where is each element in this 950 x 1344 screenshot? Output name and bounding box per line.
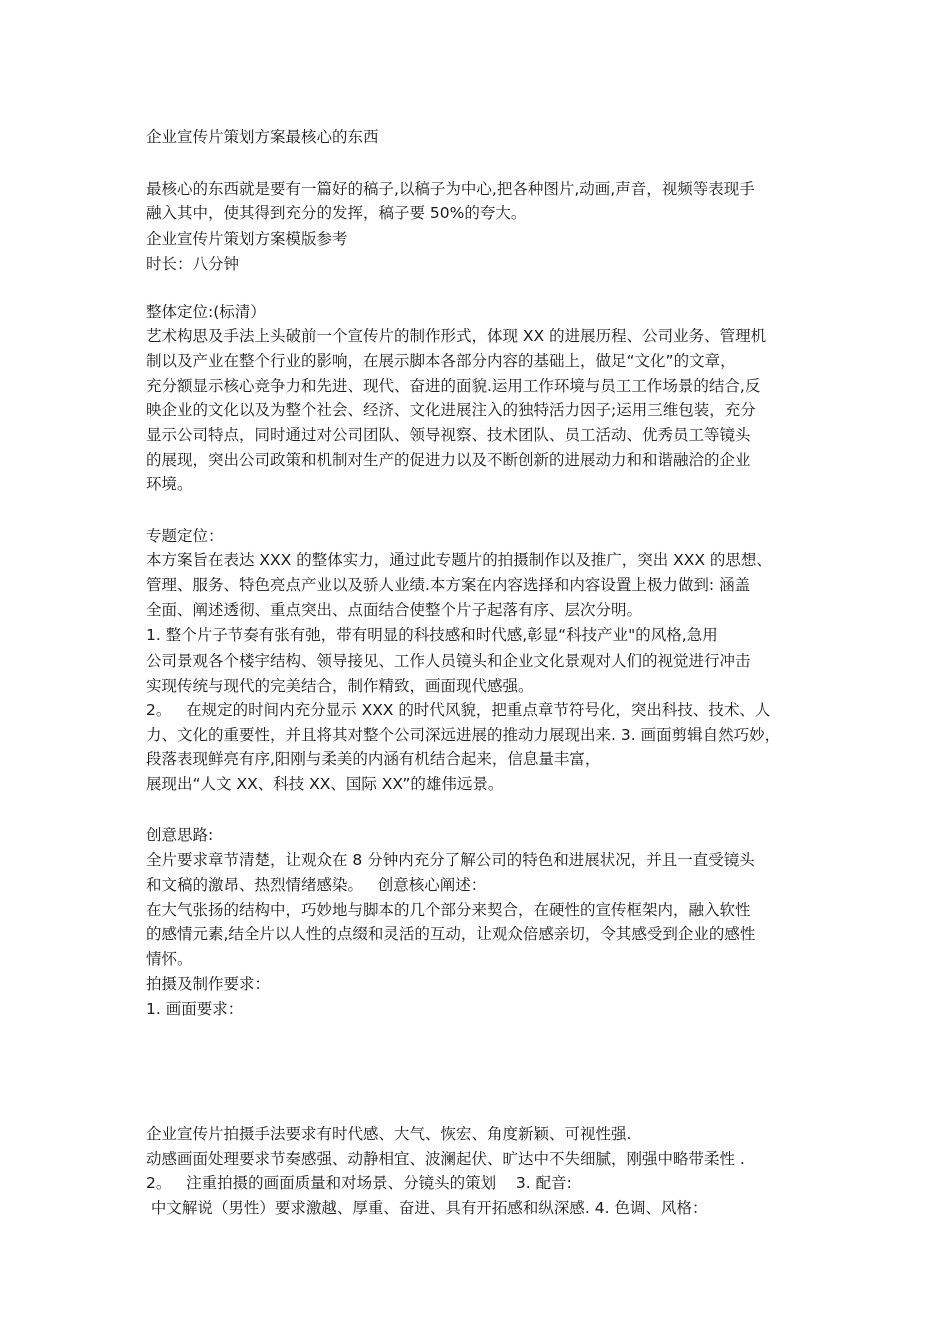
document-title: 企业宣传片策划方案最核心的东西: [146, 128, 379, 146]
paragraph-line: 动感画面处理要求节奏感强、动静相宜、波澜起伏、旷达中不失细腻，刚强中略带柔性 .: [146, 1150, 745, 1168]
positioning-heading: 整体定位:(标清）: [146, 303, 266, 321]
paragraph-line: 和文稿的激昂、热烈情绪感染。 创意核心阐述：: [146, 876, 487, 894]
paragraph-line: 中文解说（男性）要求激越、厚重、奋进、具有开拓感和纵深感. 4. 色调、风格：: [146, 1199, 708, 1217]
paragraph-line: 1. 整个片子节奏有张有弛，带有明显的科技感和时代感,彰显“科技产业"的风格,急用: [146, 626, 718, 644]
paragraph-line: 全片要求章节清楚，让观众在 8 分钟内充分了解公司的特色和进展状况，并且一直受镜头: [146, 851, 755, 869]
topic-heading: 专题定位：: [146, 527, 224, 545]
paragraph-line: 映企业的文化以及为整个社会、经济、文化进展注入的独特活力因子;运用三维包装，充分: [146, 401, 756, 419]
template-heading: 企业宣传片策划方案模版参考: [146, 230, 348, 248]
paragraph-line: 情怀。: [146, 950, 193, 968]
intro-line: 最核心的东西就是要有一篇好的稿子,以稿子为中心,把各种图片,动画,声音，视频等表现手: [146, 180, 755, 198]
paragraph-line: 制以及产业在整个行业的影响，在展示脚本各部分内容的基础上，做足“文化”的文章，: [146, 352, 736, 370]
paragraph-line: 艺术构思及手法上头破前一个宣传片的制作形式，体现 XX 的进展历程、公司业务、管理机: [146, 327, 767, 345]
paragraph-line: 公司景观各个楼宇结构、领导接见、工作人员镜头和企业文化景观对人们的视觉进行冲击: [146, 652, 751, 670]
production-heading: 拍摄及制作要求：: [146, 975, 271, 993]
paragraph-line: 管理、服务、特色亮点产业以及骄人业绩.本方案在内容选择和内容设置上极力做到: 涵盖: [146, 576, 751, 594]
paragraph-line: 的感情元素,结全片以人性的点缀和灵活的互动，让观众倍感亲切，令其感受到企业的感性: [146, 925, 756, 943]
paragraph-line: 力、文化的重要性，并且将其对整个公司深远进展的推动力展现出来. 3. 画面剪辑自然巧妙，: [146, 726, 781, 744]
paragraph-line: 本方案旨在表达 XXX 的整体实力，通过此专题片的拍摄制作以及推广，突出 XXX 的思想、: [146, 551, 772, 569]
paragraph-line: 2。 注重拍摄的画面质量和对场景、分镜头的策划 3. 配音:: [146, 1174, 572, 1192]
paragraph-line: 2。 在规定的时间内充分显示 XXX 的时代风貌，把重点章节符号化，突出科技、技术、人: [146, 701, 771, 719]
paragraph-line: 充分额显示核心竞争力和先进、现代、奋进的面貌.运用工作环境与员工工作场景的结合,反: [146, 377, 761, 395]
paragraph-line: 展现出“人文 XX、科技 XX、国际 XX”的雄伟远景。: [146, 775, 504, 793]
paragraph-line: 在大气张扬的结构中，巧妙地与脚本的几个部分来契合，在硬性的宣传框架内，融入软性: [146, 901, 751, 919]
paragraph-line: 环境。: [146, 475, 193, 493]
paragraph-line: 实现传统与现代的完美结合，制作精致，画面现代感强。: [146, 677, 534, 695]
paragraph-line: 全面、阐述透彻、重点突出、点面结合使整个片子起落有序、层次分明。: [146, 601, 643, 619]
creative-heading: 创意思路:: [146, 826, 214, 844]
duration-line: 时长：八分钟: [146, 255, 240, 273]
paragraph-line: 企业宣传片拍摄手法要求有时代感、大气、恢宏、角度新颖、可视性强.: [146, 1125, 632, 1143]
image-requirement-heading: 1. 画面要求：: [146, 1000, 244, 1018]
intro-line: 融入其中，使其得到充分的发挥，稿子要 50%的夸大。: [146, 204, 527, 222]
paragraph-line: 显示公司特点，同时通过对公司团队、领导视察、技术团队、员工活动、优秀员工等镜头: [146, 426, 751, 444]
paragraph-line: 段落表现鲜亮有序,阳刚与柔美的内涵有机结合起来，信息量丰富，: [146, 750, 601, 768]
paragraph-line: 的展现，突出公司政策和机制对生产的促进力以及不断创新的进展动力和和谐融洽的企业: [146, 451, 751, 469]
